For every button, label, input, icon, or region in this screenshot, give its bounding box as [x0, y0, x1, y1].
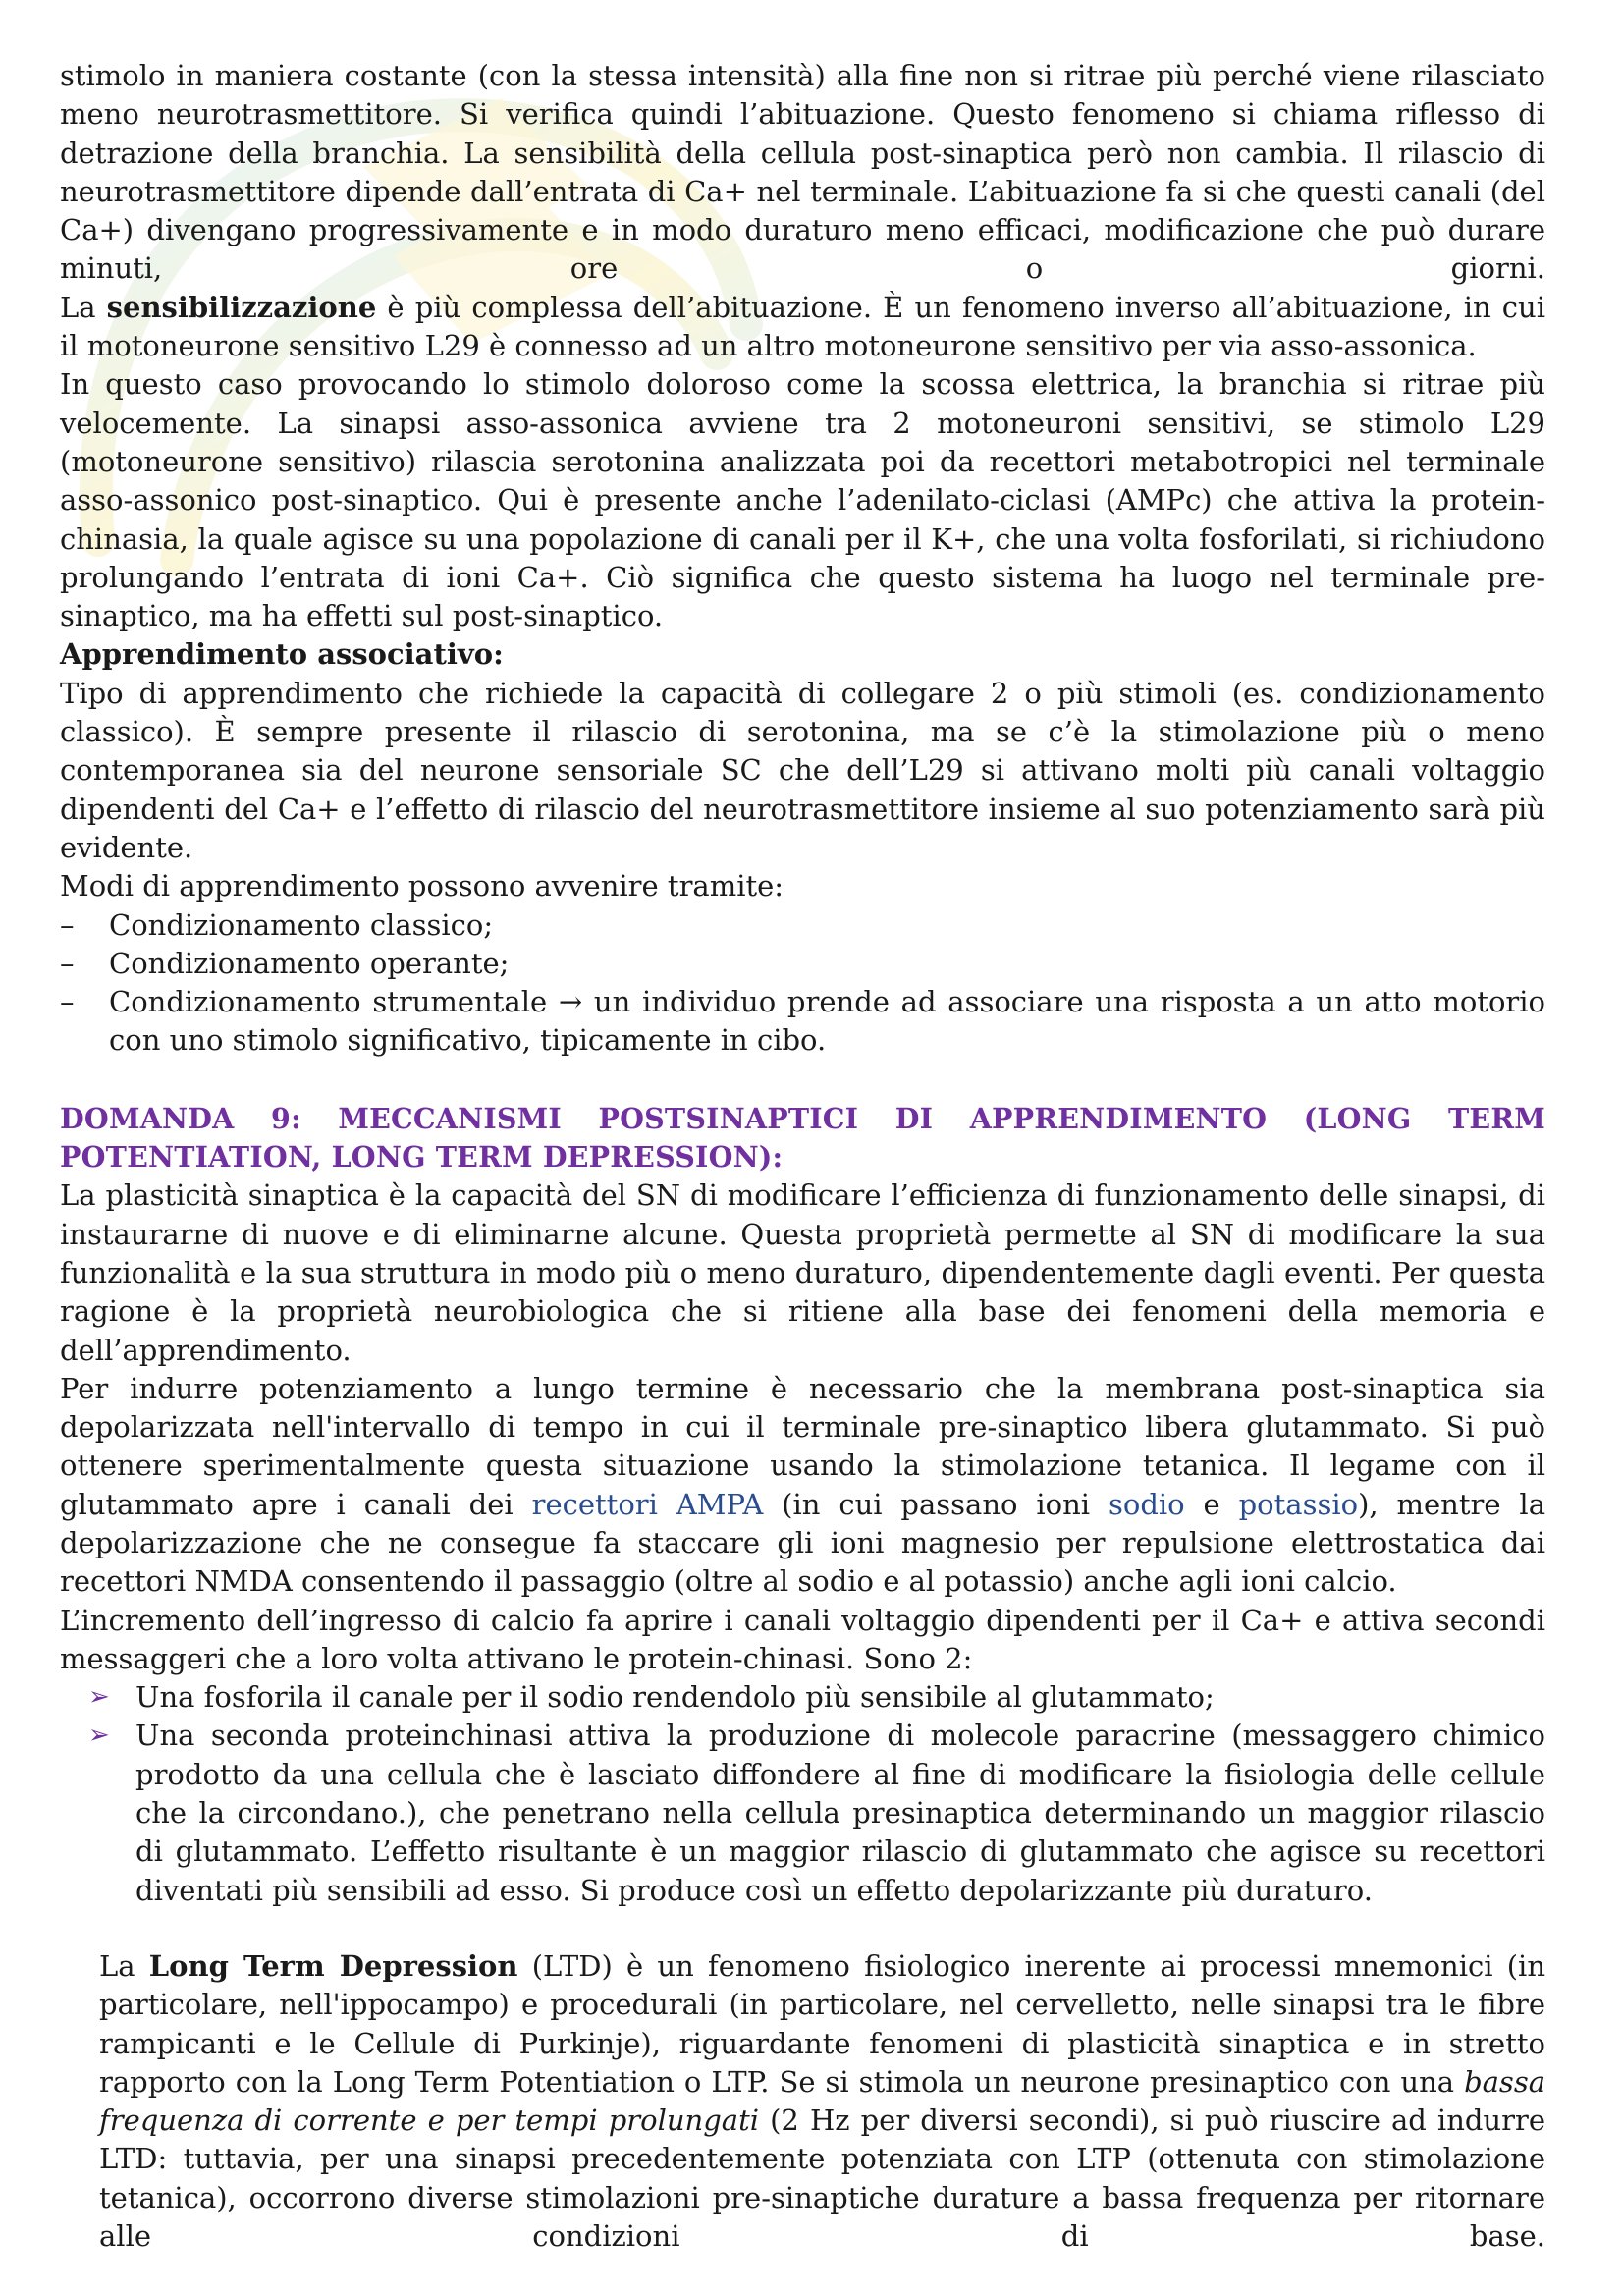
list-item-text: Condizionamento strumentale → un individuo prende ad associare una risposta a un atto motorio con uno stimolo significativo, tipicamente in cibo. [109, 985, 1545, 1058]
dash-marker: – [60, 985, 75, 1019]
section-heading: DOMANDA 9: MECCANISMI POSTSINAPTICI DI APPRENDIMENTO (LONG TERM POTENTIATION, LONG TERM DEPRESSION): [60, 1101, 1545, 1175]
dash-marker: – [60, 907, 75, 942]
paragraph-scossa: In questo caso provocando lo stimolo doloroso come la scossa elettrica, la branchia si ritrae più velocemente. La sinapsi asso-assonica avviene tra 2 motoneuroni sensitivi, se stimolo L29 (motoneurone sensitivo) rilascia serotonina analizzata poi da recettori metabotropici nel terminale asso-assonico post-sinaptico. Qui è presente anche l’adenilato-ciclasi (AMPc) che attiva la protein-chinasia, la quale agisce su una popolazione di canali per il K+, che una volta fosforilati, si richiudono prolungando l’entrata di ioni Ca+. Ciò significa che questo sistema ha luogo nel terminale pre-sinaptico, ma ha effetti sul post-sinaptico. [60, 367, 1545, 633]
list-item [88, 1678, 1545, 1717]
list-item [60, 906, 1545, 945]
paragraph-potenziamento [60, 1370, 1545, 1602]
arrow-list [88, 1678, 1545, 1910]
paragraph-potenziamento-c: e [1184, 1487, 1239, 1521]
term-bassa-frequenza: bassa frequenza di corrente e per tempi prolungati [99, 2064, 1545, 2138]
subheading-apprendimento-associativo [60, 635, 1545, 674]
link-potassio[interactable]: potassio [1238, 1487, 1359, 1521]
list-item [60, 983, 1545, 1061]
list-item-text: Una fosforila il canale per il sodio rendendolo più sensibile al glutammato; [135, 1680, 1215, 1715]
list-item-text: Condizionamento operante; [109, 946, 510, 980]
dash-list [60, 906, 1545, 1061]
paragraph-ltd [99, 1947, 1545, 2256]
list-item-text: Condizionamento classico; [109, 907, 494, 942]
link-sodio[interactable]: sodio [1108, 1487, 1185, 1521]
term-sensibilizzazione: sensibilizzazione [106, 290, 377, 324]
paragraph-sensibilizzazione-pre: La [60, 290, 107, 324]
paragraph-ltd-post: (2 Hz per diversi secondi), si può riuscire ad indurre LTD: tuttavia, per una sinapsi precedentemente potenziata con LTP (ottenuta con stimolazione tetanica), occorrono diverse stimolazioni pre-sinaptiche durature a bassa frequenza per ritornare alle condizioni di base. [99, 2104, 1545, 2254]
paragraph-plasticita: La plasticità sinaptica è la capacità del SN di modificare l’efficienza di funzionamento delle sinapsi, di instaurarne di nuove e di eliminarne alcune. Questa proprietà permette al SN di modificare la sua funzionalità e la sua struttura in modo più o meno duraturo, dipendentemente dagli eventi. Per questa ragione è la proprietà neurobiologica che si ritiene alla base dei fenomeni della memoria e dell’apprendimento. [60, 1178, 1545, 1367]
paragraph-ltd-pre: La [99, 1948, 149, 1983]
paragraph-ltd-mid: (LTD) è un fenomeno fisiologico inerente ai processi mnemonici (in particolare, nell'ippocampo) e procedurali (in particolare, nel cervelletto, nelle sinapsi tra le fibre rampicanti e le Cellule di Purkinje), riguardante fenomeni di plasticità sinaptica e in stretto rapporto con la Long Term Potentiation o LTP. Se si stimola un neurone presinaptico con una [99, 1948, 1546, 2099]
document-page [60, 57, 1545, 2256]
subheading-text: Apprendimento associativo: [60, 637, 504, 672]
paragraph-modi: Modi di apprendimento possono avvenire tramite: [60, 869, 784, 903]
list-item [60, 945, 1545, 983]
dash-marker: – [60, 946, 75, 980]
paragraph-associativo: Tipo di apprendimento che richiede la capacità di collegare 2 o più stimoli (es. condizionamento classico). È sempre presente il rilascio di serotonina, ma se c’è la stimolazione più o meno contemporanea sia del neurone sensoriale SC che dell’L29 si attivano molti più canali voltaggio dipendenti del Ca+ e l’effetto di rilascio del neurotrasmettitore insieme al suo potenziamento sarà più evidente. [60, 676, 1545, 864]
link-recettori-ampa[interactable]: recettori AMPA [531, 1487, 764, 1521]
list-item [88, 1717, 1545, 1909]
term-long-term-depression: Long Term Depression [148, 1948, 518, 1983]
paragraph-calcio: L’incremento dell’ingresso di calcio fa aprire i canali voltaggio dipendenti per il Ca+ e attiva secondi messaggeri che a loro volta attivano le protein-chinasi. Sono 2: [60, 1603, 1545, 1675]
paragraph-sensibilizzazione-post: è più complessa dell’abituazione. È un fenomeno inverso all’abituazione, in cui il motoneurone sensitivo L29 è connesso ad un altro motoneurone sensitivo per via asso-assonica. [60, 290, 1545, 363]
paragraph-potenziamento-a: Per indurre potenziamento a lungo termine è necessario che la membrana post-sinaptica sia depolarizzata nell'intervallo di tempo in cui il terminale pre-sinaptico libera glutammato. Si può ottenere sperimentalmente questa situazione usando la stimolazione tetanica. Il legame con il glutammato apre i canali dei [60, 1371, 1545, 1521]
list-item-text: Una seconda proteinchinasi attiva la produzione di molecole paracrine (messaggero chimico prodotto da una cellula che è lasciato diffondere al fine di modificare la fisiologia delle cellule che la circondano.), che penetrano nella cellula presinaptica determinando un maggior rilascio di glutammato. L’effetto risultante è un maggior rilascio di glutammato che agisce su recettori diventati più sensibili ad esso. Si produce così un effetto depolarizzante più duraturo. [135, 1719, 1545, 1907]
paragraph-abituazione: stimolo in maniera costante (con la stessa intensità) alla fine non si ritrae più perché viene rilasciato meno neurotrasmettitore. Si verifica quindi l’abituazione. Questo fenomeno si chiama riflesso di detrazione della branchia. La sensibilità della cellula post-sinaptica però non cambia. Il rilascio di neurotrasmettitore dipende dall’entrata di Ca+ nel terminale. L’abituazione fa si che questi canali (del Ca+) divengano progressivamente e in modo duraturo meno efficaci, modificazione che può durare minuti, ore o giorni. [60, 59, 1545, 286]
paragraph-potenziamento-b: (in cui passano ioni [763, 1487, 1109, 1521]
paragraph-potenziamento-d: ), mentre la depolarizzazione che ne consegue fa staccare gli ioni magnesio per repulsione elettrostatica dai recettori NMDA consentendo il passaggio (oltre al sodio e al potassio) anche agli ioni calcio. [60, 1487, 1545, 1599]
paragraph-sensibilizzazione [60, 289, 1545, 366]
arrow-bullet-icon: ➢ [88, 1721, 110, 1751]
arrow-bullet-icon: ➢ [88, 1682, 110, 1713]
